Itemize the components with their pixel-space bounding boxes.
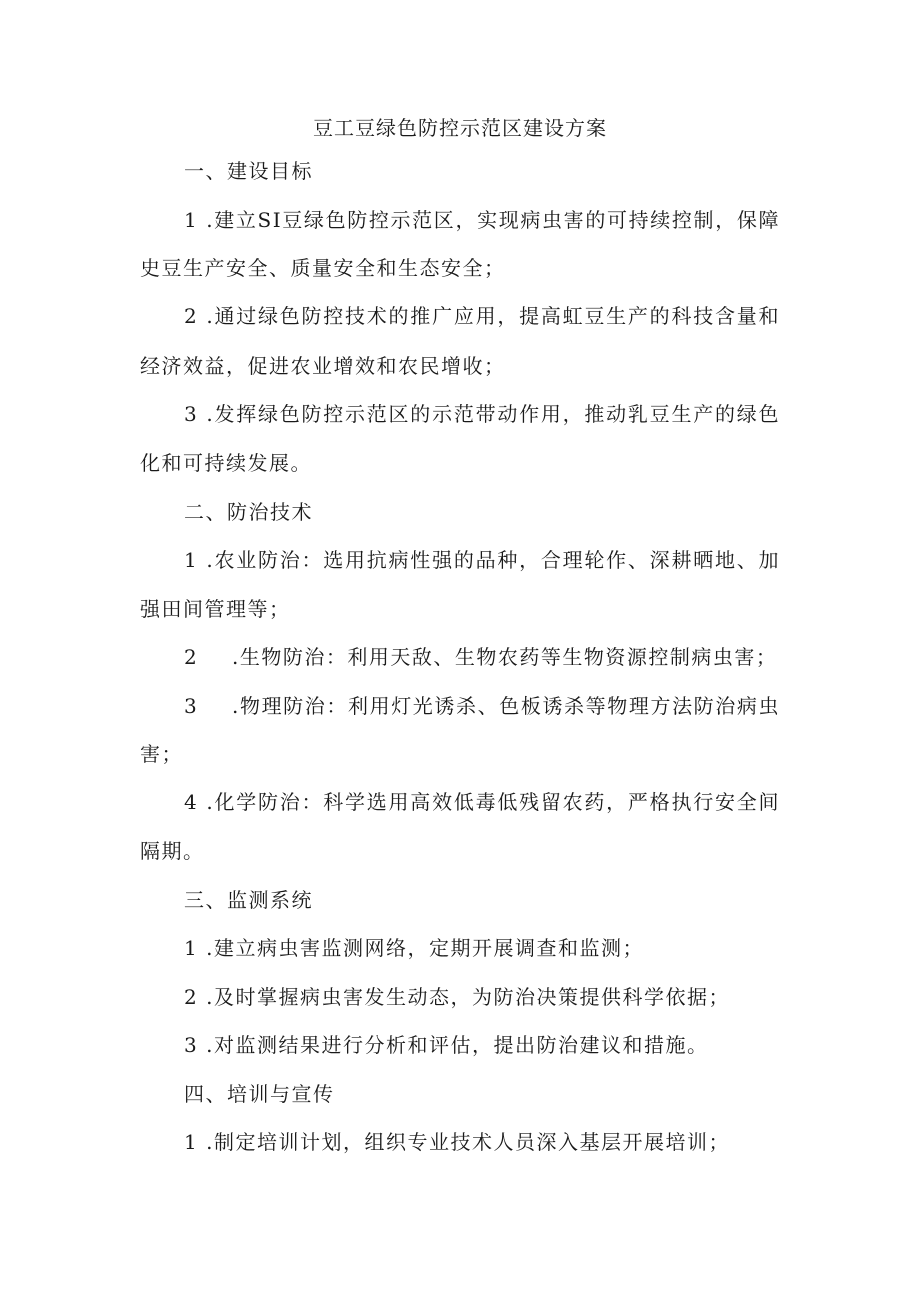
technique-3-line-2: 害； (140, 742, 183, 766)
technique-1-line-2: 强田间管理等； (140, 597, 291, 621)
technique-3-number: 3 (184, 694, 199, 718)
document-title: 豆工豆绿色防控示范区建设方案 (313, 116, 607, 140)
goal-3-line-1: 3 .发挥绿色防控示范区的示范带动作用，推动乳豆生产的绿色 (184, 402, 780, 426)
technique-1-line-1: 1 .农业防治：选用抗病性强的品种，合理轮作、深耕晒地、加 (184, 548, 780, 572)
section-heading-training: 四、培训与宣传 (184, 1082, 335, 1106)
technique-2-text: .生物防治：利用天敌、生物农药等生物资源控制病虫害； (232, 645, 778, 669)
training-1: 1 .制定培训计划，组织专业技术人员深入基层开展培训； (184, 1130, 730, 1154)
goal-2-line-2: 经济效益，促进农业增效和农民增收； (140, 354, 506, 378)
goal-2-line-1: 2 .通过绿色防控技术的推广应用，提高虹豆生产的科技含量和 (184, 304, 780, 328)
monitoring-3: 3 .对监测结果进行分析和评估，提出防治建议和措施。 (184, 1033, 709, 1057)
goal-1-line-2: 史豆生产安全、质量安全和生态安全； (140, 256, 506, 280)
monitoring-2: 2 .及时掌握病虫害发生动态，为防治决策提供科学依据； (184, 985, 730, 1009)
technique-2-number: 2 (184, 645, 199, 669)
goal-3-line-2: 化和可持续发展。 (140, 451, 312, 475)
technique-4-line-2: 隔期。 (140, 839, 205, 863)
section-heading-goals: 一、建设目标 (184, 159, 313, 183)
goal-1-line-1: 1 .建立SI豆绿色防控示范区，实现病虫害的可持续控制，保障 (184, 208, 780, 232)
technique-4-line-1: 4 .化学防治：科学选用高效低毒低残留农药，严格执行安全间 (184, 790, 780, 814)
section-heading-techniques: 二、防治技术 (184, 500, 313, 524)
monitoring-1: 1 .建立病虫害监测网络，定期开展调查和监测； (184, 936, 644, 960)
technique-3-text: .物理防治：利用灯光诱杀、色板诱杀等物理方法防治病虫 (232, 694, 780, 718)
section-heading-monitoring: 三、监测系统 (184, 888, 313, 912)
